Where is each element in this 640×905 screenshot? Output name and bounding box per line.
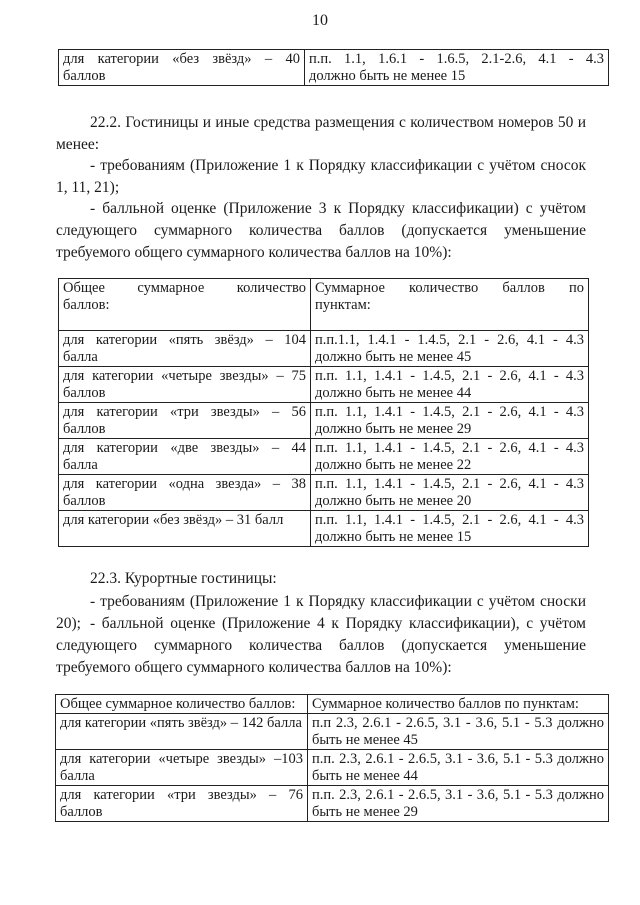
- table-row: [56, 714, 609, 750]
- section-22-2-requirement-2: - балльной оценке (Приложение 3 к Порядку классификации) с учётом следующего суммарного количества баллов (допускается уменьшение требуемого общего суммарного количества баллов на 10%):: [56, 200, 586, 261]
- table-row: [59, 475, 589, 511]
- section-22-3-requirement-2: - балльной оценке (Приложение 4 к Порядку классификации), с учётом следующего суммарного количества баллов (допускается уменьшение требуемого общего суммарного количества баллов на 10%):: [56, 615, 586, 676]
- category-cell: [56, 714, 308, 750]
- cell-line: быть не менее 29: [312, 804, 418, 820]
- section-22-3-heading: 22.3. Курортные гостиницы:: [90, 570, 277, 587]
- points-cell: [308, 750, 609, 786]
- header-cell-points: [311, 279, 589, 331]
- category-cell: [56, 786, 308, 822]
- cell-line: баллов: [63, 421, 106, 437]
- table-continuation: [58, 49, 609, 86]
- cell-line: п.п. 1.1, 1.4.1 - 1.4.5, 2.1 - 2.6, 4.1 - 4.3: [315, 368, 584, 384]
- category-cell: [59, 50, 305, 86]
- section-22-3-requirement-1: - требованиям (Приложение 1 к Порядку классификации с учётом сноски 20);: [56, 593, 586, 632]
- points-cell: [311, 439, 589, 475]
- table-row: [59, 403, 589, 439]
- table-row: [59, 511, 589, 547]
- category-cell: [59, 475, 311, 511]
- table-row: [59, 50, 609, 86]
- page-number: 10: [312, 12, 328, 29]
- cell-line: для категории «две звезды» – 44: [63, 440, 306, 456]
- cell-line: для категории «без звёзд» – 40: [63, 51, 300, 67]
- category-cell: [56, 750, 308, 786]
- cell-line: баллов: [63, 385, 106, 401]
- points-cell: [311, 403, 589, 439]
- cell-line: должно быть не менее 15: [309, 68, 466, 84]
- cell-line: должно быть не менее 29: [315, 421, 472, 437]
- points-cell: [311, 475, 589, 511]
- header-cell-total: [59, 279, 311, 331]
- table-row: [56, 786, 609, 822]
- cell-line: баллов:: [63, 297, 110, 313]
- category-cell: [59, 439, 311, 475]
- cell-line: п.п. 2.3, 2.6.1 - 2.6.5, 3.1 - 3.6, 5.1 - 5.3 должно: [312, 751, 604, 767]
- cell-line: пунктам:: [315, 297, 371, 313]
- header-cell-total: [56, 695, 308, 714]
- cell-line: быть не менее 44: [312, 768, 418, 784]
- cell-line: для категории «пять звёзд» – 142 балла: [60, 715, 302, 731]
- cell-line: для категории «четыре звезды» –103: [60, 751, 303, 767]
- cell-line: п.п. 1.1, 1.6.1 - 1.6.5, 2.1-2.6, 4.1 - 4.3: [309, 51, 604, 67]
- cell-line: быть не менее 45: [312, 732, 418, 748]
- cell-line: балла: [60, 768, 95, 784]
- cell-line: должно быть не менее 45: [315, 349, 472, 365]
- cell-line: Общее суммарное количество: [63, 280, 306, 296]
- cell-line: п.п. 2.3, 2.6.1 - 2.6.5, 3.1 - 3.6, 5.1 - 5.3 должно: [312, 787, 604, 803]
- cell-line: Общее суммарное количество баллов:: [60, 696, 296, 712]
- cell-line: должно быть не менее 15: [315, 529, 472, 545]
- table-row: [59, 331, 589, 367]
- table-22-2: [58, 278, 589, 547]
- header-cell-points: [308, 695, 609, 714]
- points-cell: [308, 786, 609, 822]
- cell-line: п.п 2.3, 2.6.1 - 2.6.5, 3.1 - 3.6, 5.1 - 5.3 должно: [312, 715, 604, 731]
- cell-line: п.п. 1.1, 1.4.1 - 1.4.5, 2.1 - 2.6, 4.1 - 4.3: [315, 512, 584, 528]
- table-row: [56, 750, 609, 786]
- cell-line: баллов: [63, 68, 106, 84]
- category-cell: [59, 331, 311, 367]
- points-cell: [311, 511, 589, 547]
- cell-line: для категории «четыре звезды» – 75: [63, 368, 306, 384]
- cell-line: баллов: [63, 493, 106, 509]
- points-cell: [305, 50, 609, 86]
- table-row: [59, 367, 589, 403]
- cell-line: должно быть не менее 20: [315, 493, 472, 509]
- cell-line: для категории «три звезды» – 76: [60, 787, 303, 803]
- table-row: [59, 439, 589, 475]
- cell-line: для категории «пять звёзд» – 104: [63, 332, 306, 348]
- cell-line: баллов: [60, 804, 103, 820]
- cell-line: балла: [63, 349, 98, 365]
- cell-line: для категории «одна звезда» – 38: [63, 476, 306, 492]
- cell-line: для категории «без звёзд» – 31 балл: [63, 512, 284, 528]
- points-cell: [308, 714, 609, 750]
- category-cell: [59, 511, 311, 547]
- points-cell: [311, 367, 589, 403]
- category-cell: [59, 367, 311, 403]
- table-22-3: [55, 694, 609, 822]
- cell-line: п.п. 1.1, 1.4.1 - 1.4.5, 2.1 - 2.6, 4.1 - 4.3: [315, 404, 584, 420]
- section-22-2-heading: 22.2. Гостиницы и иные средства размещения с количеством номеров 50 и менее:: [56, 114, 586, 153]
- category-cell: [59, 403, 311, 439]
- table-header-row: [56, 695, 609, 714]
- cell-line: должно быть не менее 22: [315, 457, 472, 473]
- cell-line: должно быть не менее 44: [315, 385, 472, 401]
- cell-line: п.п. 1.1, 1.4.1 - 1.4.5, 2.1 - 2.6, 4.1 - 4.3: [315, 476, 584, 492]
- cell-line: Суммарное количество баллов по: [315, 280, 584, 296]
- cell-line: п.п.1.1, 1.4.1 - 1.4.5, 2.1 - 2.6, 4.1 - 4.3: [315, 332, 584, 348]
- cell-line: для категории «три звезды» – 56: [63, 404, 306, 420]
- points-cell: [311, 331, 589, 367]
- section-22-2-requirement-1: - требованиям (Приложение 1 к Порядку классификации с учётом сносок 1, 11, 21);: [56, 157, 586, 196]
- cell-line: балла: [63, 457, 98, 473]
- cell-line: п.п. 1.1, 1.4.1 - 1.4.5, 2.1 - 2.6, 4.1 - 4.3: [315, 440, 584, 456]
- cell-line: Суммарное количество баллов по пунктам:: [312, 696, 579, 712]
- table-header-row: [59, 279, 589, 331]
